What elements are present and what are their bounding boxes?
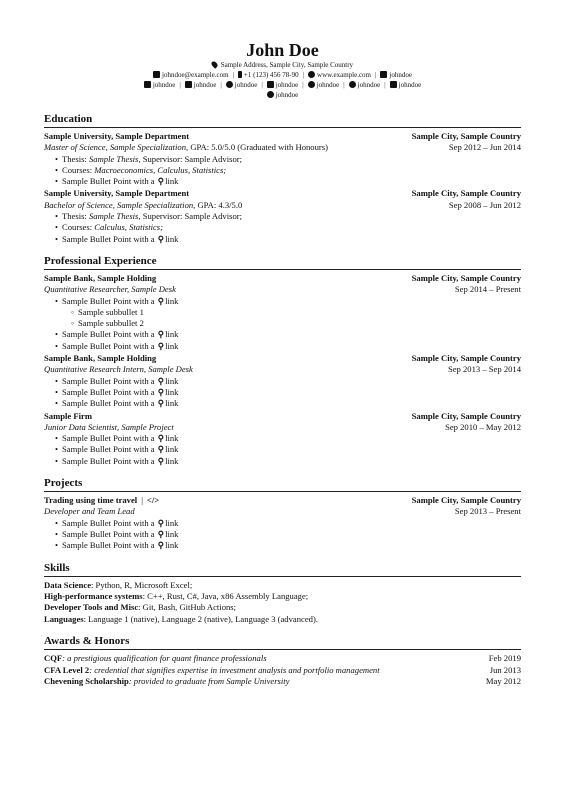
address-line	[44, 61, 521, 70]
project-entry	[44, 495, 521, 551]
sample-link[interactable]: link	[165, 517, 179, 528]
skill-line: Languages: Language 1 (native), Language 2 (native), Language 3 (advanced).	[44, 613, 318, 624]
list-item: • Sample Bullet Point with a ⚲link	[55, 444, 521, 455]
link-icon: ⚲	[157, 329, 165, 340]
awards-section	[44, 635, 521, 687]
website-contact[interactable]: www.example.com	[308, 70, 371, 80]
award-line: Chevening Scholarship: provided to graduate from Sample University May 2012	[44, 675, 521, 686]
list-item: • Sample Bullet Point with a ⚲link	[55, 398, 521, 409]
sample-link[interactable]: link	[165, 233, 179, 244]
sample-link[interactable]: link	[165, 540, 179, 551]
list-item: • Sample Bullet Point with a ⚲link	[55, 234, 521, 245]
section-title: Education	[44, 113, 521, 128]
link-icon: ⚲	[157, 517, 165, 528]
dates: Sep 2013 – Present	[454, 506, 521, 517]
linkedin-icon	[380, 71, 387, 78]
link-icon: ⚲	[157, 340, 165, 351]
bullet-list	[55, 211, 521, 245]
researchgate-icon	[185, 81, 192, 88]
link-icon: ⚲	[157, 176, 165, 187]
sample-link[interactable]: link	[165, 329, 179, 340]
section-title: Projects	[44, 477, 521, 492]
list-item: • Sample Bullet Point with a ⚲link	[55, 456, 521, 467]
list-item: • Sample Bullet Point with a ⚲link	[55, 329, 521, 340]
contacts-row-2: johndoe | johndoe | johndoe | johndoe | johndoe | johndoe | johndoe	[44, 80, 521, 90]
award-date: Feb 2019	[488, 653, 521, 664]
email-contact[interactable]: johndoe@example.com	[153, 70, 229, 80]
sample-link[interactable]: link	[165, 386, 179, 397]
education-entry	[44, 131, 521, 187]
github-icon	[267, 81, 274, 88]
location: Sample City, Sample Country	[411, 495, 521, 506]
dates: Sep 2010 – May 2012	[445, 421, 521, 432]
sample-link[interactable]: link	[165, 340, 179, 351]
organization: Sample Bank, Sample Holding	[44, 272, 157, 283]
section-title: Skills	[44, 562, 521, 577]
sample-link[interactable]: link	[165, 375, 179, 386]
linkedin-contact[interactable]: johndoe	[380, 70, 412, 80]
list-item: • Sample Bullet Point with a ⚲link	[55, 433, 521, 444]
list-item: • Sample Bullet Point with a ⚲link	[55, 518, 521, 529]
award-line: CQF: a prestigious qualification for quant finance professionals Feb 2019	[44, 653, 521, 664]
list-item: • Sample Bullet Point with a ⚲link	[55, 176, 521, 187]
list-item: • Sample Bullet Point with a ⚲link ◦ Sample subbullet 1 ◦ Sample subbullet 2	[55, 296, 521, 330]
experience-section	[44, 255, 521, 467]
award-date: Jun 2013	[489, 664, 521, 675]
link-icon: ⚲	[157, 455, 165, 466]
sample-link[interactable]: link	[165, 528, 179, 539]
facebook-contact[interactable]: johndoe	[349, 80, 381, 90]
bird-icon	[226, 81, 233, 88]
dates: Sep 2014 – Present	[454, 284, 521, 295]
sub-list-item: ◦ Sample subbullet 1	[71, 307, 521, 318]
role: Developer and Team Lead	[44, 506, 135, 517]
experience-entry	[44, 353, 521, 409]
list-item: • Thesis: Sample Thesis, Supervisor: Sample Advisor;	[55, 211, 521, 222]
sub-list-item: ◦ Sample subbullet 2	[71, 318, 521, 329]
link-icon: ⚲	[157, 375, 165, 386]
orcid-icon	[308, 81, 315, 88]
sample-link[interactable]: link	[165, 455, 179, 466]
orcid-contact[interactable]: johndoe	[308, 80, 340, 90]
location: Sample City, Sample Country	[411, 272, 521, 283]
link-icon: ⚲	[157, 528, 165, 539]
sample-link[interactable]: link	[165, 398, 179, 409]
role: Quantitative Research Intern, Sample Desk	[44, 364, 193, 375]
facebook-icon	[349, 81, 356, 88]
researchgate-contact[interactable]: johndoe	[185, 80, 217, 90]
list-item: • Sample Bullet Point with a ⚲link	[55, 529, 521, 540]
institution: Sample University, Sample Department	[44, 188, 190, 199]
experience-entry	[44, 273, 521, 352]
bullet-list	[55, 296, 521, 352]
sample-link[interactable]: link	[165, 444, 179, 455]
github-contact[interactable]: johndoe	[267, 80, 299, 90]
award-line: CFA Level 2: credential that signifies expertise in investment analysis and portfolio management Jun 2013	[44, 664, 521, 675]
sample-link[interactable]: link	[165, 176, 179, 187]
education-entry	[44, 188, 521, 244]
education-section	[44, 113, 521, 245]
phone-contact[interactable]: +1 (123) 456 78-90	[238, 70, 299, 80]
degree-line: Master of Science, Sample Specialization, GPA: 5.0/5.0 (Graduated with Honours)	[44, 142, 328, 153]
code-icon[interactable]: </>	[146, 495, 160, 506]
contacts-row-3	[44, 90, 521, 100]
sample-link[interactable]: link	[165, 433, 179, 444]
dates: Sep 2012 – Jun 2014	[448, 142, 521, 153]
contacts-row-1: johndoe@example.com | +1 (123) 456 78-90 | www.example.com | johndoe	[44, 70, 521, 80]
link-icon: ⚲	[157, 433, 165, 444]
bullet-list	[55, 518, 521, 552]
list-item: • Sample Bullet Point with a ⚲link	[55, 540, 521, 551]
gitlab-contact[interactable]: johndoe	[267, 90, 299, 100]
list-item: • Sample Bullet Point with a ⚲link	[55, 341, 521, 352]
organization: Sample Bank, Sample Holding	[44, 353, 157, 364]
vk-icon	[390, 81, 397, 88]
bullet-list	[55, 376, 521, 410]
project-name-line: Trading using time travel | </>	[44, 495, 160, 506]
link-icon: ⚲	[157, 444, 165, 455]
list-item: • Courses: Macroeconomics, Calculus, Statistics;	[55, 165, 521, 176]
award-date: May 2012	[485, 675, 521, 686]
location: Sample City, Sample Country	[411, 353, 521, 364]
location: Sample City, Sample Country	[411, 410, 521, 421]
skill-line: Data Science: Python, R, Microsoft Excel;	[44, 579, 193, 590]
list-item: • Sample Bullet Point with a ⚲link	[55, 376, 521, 387]
link-icon: ⚲	[157, 540, 165, 551]
skills-section	[44, 562, 521, 626]
sub-list	[71, 307, 521, 330]
role: Junior Data Scientist, Sample Project	[44, 421, 174, 432]
instagram-contact[interactable]: johndoe	[144, 80, 176, 90]
bullet-list	[55, 433, 521, 467]
bullet-list	[55, 154, 521, 188]
bird-contact[interactable]: johndoe	[226, 80, 258, 90]
dates: Sep 2008 – Jun 2012	[448, 199, 521, 210]
institution: Sample University, Sample Department	[44, 131, 190, 141]
globe-icon	[308, 71, 315, 78]
list-item: • Thesis: Sample Thesis, Supervisor: Sample Advisor;	[55, 154, 521, 165]
skill-line: High-performance systems: C++, Rust, C#, Java, x86 Assembly Language;	[44, 590, 309, 601]
address-text: Sample Address, Sample City, Sample Country	[220, 61, 354, 69]
link-icon: ⚲	[157, 386, 165, 397]
sample-link[interactable]: link	[165, 295, 179, 306]
list-item: • Sample Bullet Point with a ⚲link	[55, 387, 521, 398]
envelope-icon	[153, 71, 160, 78]
phone-icon	[238, 71, 242, 78]
link-icon: ⚲	[157, 233, 165, 244]
dates: Sep 2013 – Sep 2014	[447, 364, 521, 375]
section-title: Awards & Honors	[44, 635, 521, 650]
experience-entry	[44, 411, 521, 467]
skill-line: Developer Tools and Misc: Git, Bash, GitHub Actions;	[44, 602, 237, 613]
projects-section	[44, 477, 521, 551]
section-title: Professional Experience	[44, 255, 521, 270]
degree-line: Bachelor of Science, Sample Specialization, GPA: 4.3/5.0	[44, 199, 243, 210]
organization: Sample Firm	[44, 410, 92, 421]
role: Quantitative Researcher, Sample Desk	[44, 284, 176, 295]
list-item: • Courses: Calculus, Statistics;	[55, 222, 521, 233]
candidate-name: John Doe	[246, 40, 319, 60]
map-pin-icon	[210, 60, 218, 68]
vk-contact[interactable]: johndoe	[390, 80, 422, 90]
link-icon: ⚲	[157, 295, 165, 306]
location: Sample City, Sample Country	[411, 131, 521, 141]
link-icon: ⚲	[157, 398, 165, 409]
gitlab-icon	[267, 91, 274, 98]
instagram-icon	[144, 81, 151, 88]
location: Sample City, Sample Country	[411, 188, 521, 199]
